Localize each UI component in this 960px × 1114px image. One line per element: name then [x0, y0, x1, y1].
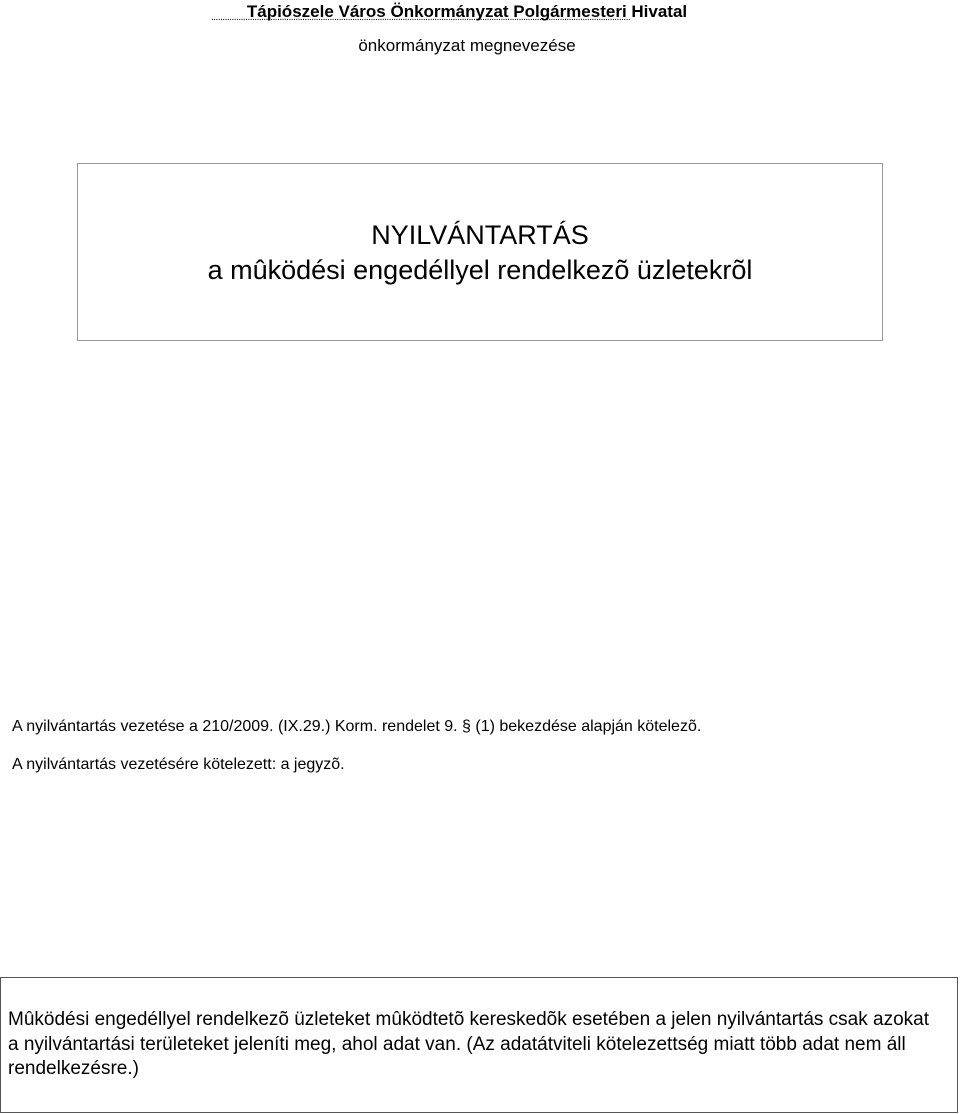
note-box [0, 977, 958, 1113]
dotted-fill-line [211, 14, 689, 22]
organization-name: Tápiószele Város Önkormányzat Polgármesteri Hivatal [246, 2, 688, 21]
organization-caption: önkormányzat megnevezése [358, 36, 576, 55]
document-subtitle: a mûködési engedéllyel rendelkezõ üzletekrõl [207, 255, 753, 285]
legal-basis-text: A nyilvántartás vezetése a 210/2009. (IX.29.) Korm. rendelet 9. § (1) bekezdése alapján kötelezõ. [12, 718, 702, 735]
document-title: NYILVÁNTARTÁS [371, 220, 589, 250]
responsible-person-text: A nyilvántartás vezetésére kötelezett: a jegyzõ. [12, 756, 345, 773]
note-text: Mûködési engedéllyel rendelkezõ üzleteket mûködtetõ kereskedõk esetében a jelen nyilvántartás csak azokat a nyilvántartási területeket jeleníti meg, ahol adat van. (Az adatátviteli kötelezettség miatt több adat nem áll rendelkezésre.) [8, 1009, 929, 1079]
title-box [77, 163, 883, 341]
